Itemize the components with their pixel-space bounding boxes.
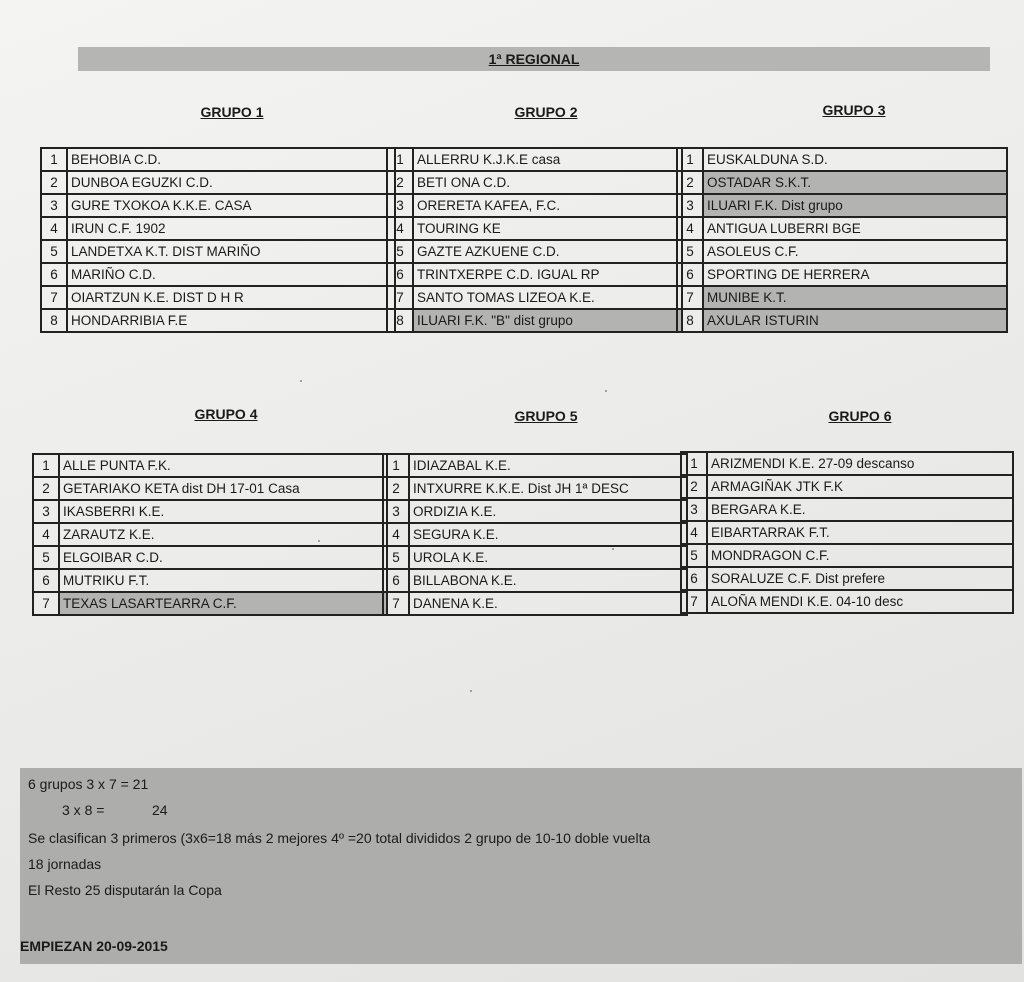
table-row [41, 194, 395, 217]
position-number: 6 [387, 263, 413, 286]
team-name: SANTO TOMAS LIZEOA K.E. [413, 286, 682, 309]
position-number: 3 [33, 500, 59, 523]
team-name: UROLA K.E. [409, 546, 687, 569]
team-name: TEXAS LASARTEARRA C.F. [59, 592, 387, 615]
table-row [681, 567, 1013, 590]
table-row [33, 523, 387, 546]
team-name: MARIÑO C.D. [67, 263, 395, 286]
table-row [387, 286, 682, 309]
group-2-title: GRUPO 2 [514, 104, 578, 120]
team-name: IDIAZABAL K.E. [409, 454, 687, 477]
position-number: 5 [41, 240, 67, 263]
team-name: BEHOBIA C.D. [67, 148, 395, 171]
group-1-table [40, 147, 396, 333]
group-2-rows [387, 148, 682, 332]
table-row [387, 309, 682, 332]
notes-line-2a: 3 x 8 = [62, 802, 105, 818]
position-number: 4 [681, 521, 707, 544]
team-name: SEGURA K.E. [409, 523, 687, 546]
team-name: ORDIZIA K.E. [409, 500, 687, 523]
table-row [681, 452, 1013, 475]
team-name: LANDETXA K.T. DIST MARIÑO [67, 240, 395, 263]
table-row [681, 590, 1013, 613]
position-number: 8 [677, 309, 703, 332]
position-number: 3 [677, 194, 703, 217]
position-number: 7 [387, 286, 413, 309]
scan-speck [318, 540, 320, 542]
team-name: SPORTING DE HERRERA [703, 263, 1007, 286]
group-4-title: GRUPO 4 [194, 406, 258, 422]
team-name: DANENA K.E. [409, 592, 687, 615]
position-number: 6 [677, 263, 703, 286]
table-row [41, 240, 395, 263]
team-name: TOURING KE [413, 217, 682, 240]
table-row [681, 475, 1013, 498]
team-name: ASOLEUS C.F. [703, 240, 1007, 263]
notes-line-1: 6 grupos 3 x 7 = 21 [28, 776, 149, 792]
table-row [383, 592, 687, 615]
team-name: TRINTXERPE C.D. IGUAL RP [413, 263, 682, 286]
team-name: MUTRIKU F.T. [59, 569, 387, 592]
table-row [681, 544, 1013, 567]
notes-box [20, 768, 1022, 964]
position-number: 7 [681, 590, 707, 613]
team-name: ZARAUTZ K.E. [59, 523, 387, 546]
group-6-rows [681, 452, 1013, 613]
team-name: SORALUZE C.F. Dist prefere [707, 567, 1013, 590]
position-number: 5 [33, 546, 59, 569]
position-number: 1 [681, 452, 707, 475]
team-name: IKASBERRI K.E. [59, 500, 387, 523]
team-name: INTXURRE K.K.E. Dist JH 1ª DESC [409, 477, 687, 500]
group-6-title: GRUPO 6 [828, 408, 892, 424]
position-number: 5 [387, 240, 413, 263]
team-name: ANTIGUA LUBERRI BGE [703, 217, 1007, 240]
group-5-rows [383, 454, 687, 615]
group-3-title: GRUPO 3 [822, 102, 886, 118]
group-2-table [386, 147, 683, 333]
section-title: 1ª REGIONAL [488, 51, 580, 67]
table-row [677, 148, 1007, 171]
team-name: GETARIAKO KETA dist DH 17-01 Casa [59, 477, 387, 500]
group-3-table [676, 147, 1008, 333]
table-row [33, 546, 387, 569]
table-row [41, 217, 395, 240]
team-name: ALLE PUNTA F.K. [59, 454, 387, 477]
table-row [677, 286, 1007, 309]
notes-line-4: 18 jornadas [28, 856, 102, 872]
team-name: MONDRAGON C.F. [707, 544, 1013, 567]
team-name: EIBARTARRAK F.T. [707, 521, 1013, 544]
section-title-bar [78, 47, 990, 71]
position-number: 1 [387, 148, 413, 171]
notes-start-date: EMPIEZAN 20-09-2015 [20, 938, 168, 954]
team-name: ALOÑA MENDI K.E. 04-10 desc [707, 590, 1013, 613]
position-number: 5 [383, 546, 409, 569]
table-row [387, 240, 682, 263]
team-name: BILLABONA K.E. [409, 569, 687, 592]
table-row [387, 263, 682, 286]
table-row [387, 194, 682, 217]
table-row [33, 500, 387, 523]
position-number: 7 [677, 286, 703, 309]
table-row [41, 309, 395, 332]
position-number: 7 [33, 592, 59, 615]
team-name: OIARTZUN K.E. DIST D H R [67, 286, 395, 309]
table-row [383, 546, 687, 569]
position-number: 4 [387, 217, 413, 240]
position-number: 3 [41, 194, 67, 217]
position-number: 3 [387, 194, 413, 217]
team-name: GAZTE AZKUENE C.D. [413, 240, 682, 263]
position-number: 1 [383, 454, 409, 477]
position-number: 2 [681, 475, 707, 498]
group-1-rows [41, 148, 395, 332]
position-number: 2 [383, 477, 409, 500]
position-number: 5 [681, 544, 707, 567]
scan-speck [612, 548, 614, 550]
table-row [383, 523, 687, 546]
table-row [681, 498, 1013, 521]
position-number: 2 [41, 171, 67, 194]
scan-speck [605, 390, 607, 392]
table-row [677, 194, 1007, 217]
notes-line-2b: 24 [152, 802, 168, 818]
team-name: ILUARI F.K. "B" dist grupo [413, 309, 682, 332]
position-number: 5 [677, 240, 703, 263]
table-row [41, 171, 395, 194]
position-number: 3 [681, 498, 707, 521]
position-number: 6 [681, 567, 707, 590]
position-number: 1 [33, 454, 59, 477]
team-name: ALLERRU K.J.K.E casa [413, 148, 682, 171]
group-1-title: GRUPO 1 [200, 104, 264, 120]
table-row [677, 309, 1007, 332]
position-number: 4 [383, 523, 409, 546]
team-name: HONDARRIBIA F.E [67, 309, 395, 332]
group-3-rows [677, 148, 1007, 332]
table-row [383, 477, 687, 500]
group-4-rows [33, 454, 387, 615]
position-number: 4 [41, 217, 67, 240]
table-row [383, 454, 687, 477]
team-name: DUNBOA EGUZKI C.D. [67, 171, 395, 194]
notes-line-5: El Resto 25 disputarán la Copa [28, 882, 222, 898]
team-name: MUNIBE K.T. [703, 286, 1007, 309]
team-name: BERGARA K.E. [707, 498, 1013, 521]
table-row [41, 286, 395, 309]
team-name: OSTADAR S.K.T. [703, 171, 1007, 194]
group-6-table [680, 451, 1014, 614]
position-number: 7 [383, 592, 409, 615]
team-name: EUSKALDUNA S.D. [703, 148, 1007, 171]
position-number: 4 [677, 217, 703, 240]
team-name: ELGOIBAR C.D. [59, 546, 387, 569]
table-row [33, 477, 387, 500]
table-row [383, 500, 687, 523]
position-number: 4 [33, 523, 59, 546]
table-row [387, 171, 682, 194]
team-name: BETI ONA C.D. [413, 171, 682, 194]
table-row [41, 148, 395, 171]
position-number: 1 [677, 148, 703, 171]
notes-line-3: Se clasifican 3 primeros (3x6=18 más 2 mejores 4º =20 total divididos 2 grupo de 10-10 doble vuelta [28, 830, 651, 846]
table-row [33, 569, 387, 592]
group-5-table [382, 453, 688, 616]
table-row [33, 454, 387, 477]
position-number: 8 [387, 309, 413, 332]
scan-speck [470, 690, 472, 692]
group-5-title: GRUPO 5 [514, 408, 578, 424]
position-number: 6 [33, 569, 59, 592]
position-number: 7 [41, 286, 67, 309]
table-row [387, 217, 682, 240]
table-row [677, 171, 1007, 194]
team-name: ORERETA KAFEA, F.C. [413, 194, 682, 217]
table-row [383, 569, 687, 592]
table-row [681, 521, 1013, 544]
table-row [387, 148, 682, 171]
table-row [677, 217, 1007, 240]
position-number: 8 [41, 309, 67, 332]
table-row [677, 263, 1007, 286]
team-name: IRUN C.F. 1902 [67, 217, 395, 240]
scan-speck [300, 380, 302, 382]
position-number: 2 [677, 171, 703, 194]
position-number: 6 [383, 569, 409, 592]
position-number: 2 [387, 171, 413, 194]
team-name: ILUARI F.K. Dist grupo [703, 194, 1007, 217]
table-row [41, 263, 395, 286]
table-row [677, 240, 1007, 263]
position-number: 2 [33, 477, 59, 500]
group-4-table [32, 453, 388, 616]
position-number: 1 [41, 148, 67, 171]
team-name: ARMAGIÑAK JTK F.K [707, 475, 1013, 498]
position-number: 6 [41, 263, 67, 286]
position-number: 3 [383, 500, 409, 523]
table-row [33, 592, 387, 615]
team-name: GURE TXOKOA K.K.E. CASA [67, 194, 395, 217]
team-name: AXULAR ISTURIN [703, 309, 1007, 332]
team-name: ARIZMENDI K.E. 27-09 descanso [707, 452, 1013, 475]
